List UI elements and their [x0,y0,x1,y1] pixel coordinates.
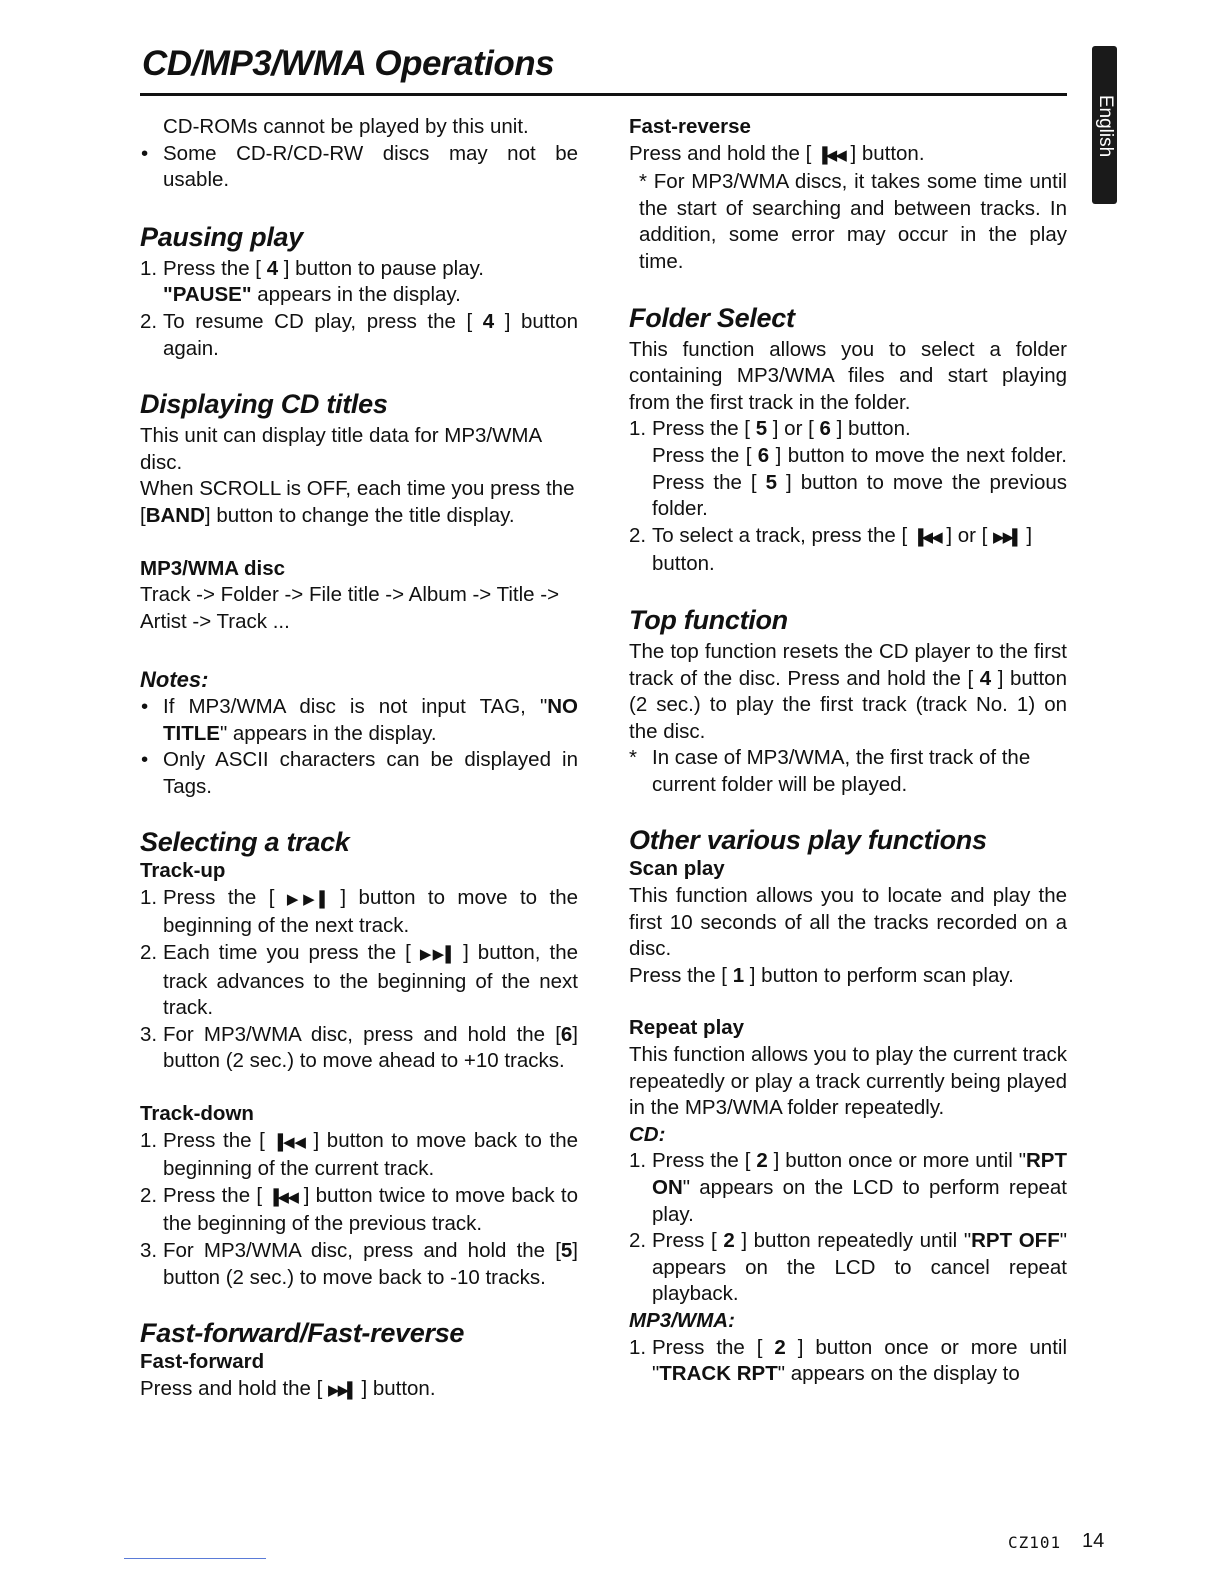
title-rule [140,93,1067,96]
track-down-step-2: 2. Press the [ ▐◀◀ ] button twice to move back to the beginning of the previous track. [140,1183,578,1236]
cd-titles-paragraph-1: This unit can display title data for MP3/WMA disc. [140,424,542,474]
heading-track-down: Track-down [140,1102,254,1126]
heading-pausing-play: Pausing play [140,221,303,252]
heading-scan-play: Scan play [629,857,725,881]
notes-heading: Notes: [140,667,209,693]
track-down-step-1: 1. Press the [ ▐◀◀ ] button to move back to the beginning of the current track. [140,1128,578,1181]
track-up-step-2: 2. Each time you press the [ ▶▶▌ ] button, the track advances to the beginning of the next track. [140,941,578,1020]
scan-play-text: This function allows you to locate and play the first 10 seconds of all the tracks recorded on a disc. [629,884,1067,961]
heading-selecting-a-track: Selecting a track [140,827,350,858]
skip-back-icon: ▐◀◀ [817,146,845,164]
top-function-note: * In case of MP3/WMA, the first track of the current folder will be played. [629,746,1031,796]
fast-reverse-text: Press and hold the [ ▐◀◀ ] button. [629,141,925,165]
fast-forward-text: Press and hold the [ ▶▶▌ ] button. [140,1376,436,1400]
mp3-repeat-step-1: 1. Press the [ 2 ] button once or more until "TRACK RPT" appears on the display to [629,1335,1068,1386]
folder-step-1: 1. Press the [ 5 ] or [ 6 ] button. Press the [ 6 ] button to move the next folder. Press the [ 5 ] button to move the previous folder. [629,417,1067,521]
skip-forward-icon: ▶▶▌ [286,890,328,908]
skip-forward-icon: ▶▶▌ [993,528,1021,546]
track-up-step-3: 3. For MP3/WMA disc, press and hold the [6] button (2 sec.) to move ahead to +10 tracks. [140,1022,578,1073]
intro-bullet: • Some CD-R/CD-RW discs may not be usable. [141,141,578,192]
bullet-icon: • [141,141,149,165]
heading-track-up: Track-up [140,859,226,883]
track-up-step-1: 1. Press the [ ▶▶▌ ] button to move to the beginning of the next track. [140,885,578,938]
folder-step-2: 2. To select a track, press the [ ▐◀◀ ] or [ ▶▶▌ ] button. [629,523,1033,576]
language-tab [1092,46,1117,204]
heading-mp3-wma: MP3/WMA: [629,1308,735,1332]
skip-back-icon: ▐◀◀ [912,528,941,546]
cd-repeat-step-2: 2. Press [ 2 ] button repeatedly until "RPT OFF" appears on the LCD to cancel repeat playback. [629,1229,1067,1306]
heading-cd: CD: [629,1122,666,1146]
intro-line: CD-ROMs cannot be played by this unit. [163,115,529,138]
skip-forward-icon: ▶▶▌ [419,946,455,964]
skip-forward-icon: ▶▶▌ [328,1381,356,1399]
track-down-step-3: 3. For MP3/WMA disc, press and hold the [5] button (2 sec.) to move back to -10 tracks. [140,1239,578,1289]
heading-fast-forward: Fast-forward [140,1350,265,1374]
top-function-text: The top function resets the CD player to the first track of the disc. Press and hold the [ 4 ] button (2 sec.) to play the first track (track No. 1) on the disc. [629,639,1067,743]
heading-fast-forward-reverse: Fast-forward/Fast-reverse [140,1318,465,1349]
heading-other-play-functions: Other various play functions [629,825,987,856]
right-column [629,114,1067,1388]
bullet-icon: • [141,694,149,718]
left-column [140,114,578,1404]
heading-mp3-wma-disc: MP3/WMA disc [140,556,286,580]
page-number: 14 [1082,1530,1105,1552]
pausing-step-1: 1. Press the [ 4 ] button to pause play. "PAUSE" appears in the display. [140,256,484,307]
footer-line [124,1558,266,1559]
repeat-play-text: This function allows you to play the current track repeatedly or play a track currently being played in the MP3/WMA folder repeatedly. [629,1043,1067,1120]
heading-folder-select: Folder Select [629,302,795,333]
scan-play-instruction: Press the [ 1 ] button to perform scan play. [629,963,1014,987]
cd-repeat-step-1: 1. Press the [ 2 ] button once or more until "RPT ON" appears on the LCD to perform repeat play. [629,1149,1067,1226]
heading-displaying-cd-titles: Displaying CD titles [140,389,388,420]
fast-reverse-note: * For MP3/WMA discs, it takes some time until the start of searching and between tracks. In addition, some error may occur in the play time. [639,170,1067,273]
cd-titles-paragraph-2: When SCROLL is OFF, each time you press the [BAND] button to change the title display. [140,477,575,527]
heading-repeat-play: Repeat play [629,1016,745,1040]
note-1: • If MP3/WMA disc is not input TAG, "NO TITLE" appears in the display. [141,694,578,745]
heading-fast-reverse: Fast-reverse [629,115,751,138]
bullet-icon: • [141,748,149,772]
model-code: CZ101 [1008,1533,1062,1552]
page-title: CD/MP3/WMA Operations [142,44,555,83]
heading-top-function: Top function [629,604,788,635]
skip-back-icon: ▐◀◀ [268,1188,298,1206]
title-sequence: Track -> Folder -> File title -> Album -> Title -> Artist -> Track ... [140,583,560,633]
note-2: • Only ASCII characters can be displayed in Tags. [141,748,578,798]
language-tab-label: English [1094,94,1116,158]
skip-back-icon: ▐◀◀ [272,1133,306,1151]
pausing-step-2: 2. To resume CD play, press the [ 4 ] button again. [140,309,578,360]
folder-intro: This function allows you to select a folder containing MP3/WMA files and start playing from the first track in the folder. [629,337,1067,414]
